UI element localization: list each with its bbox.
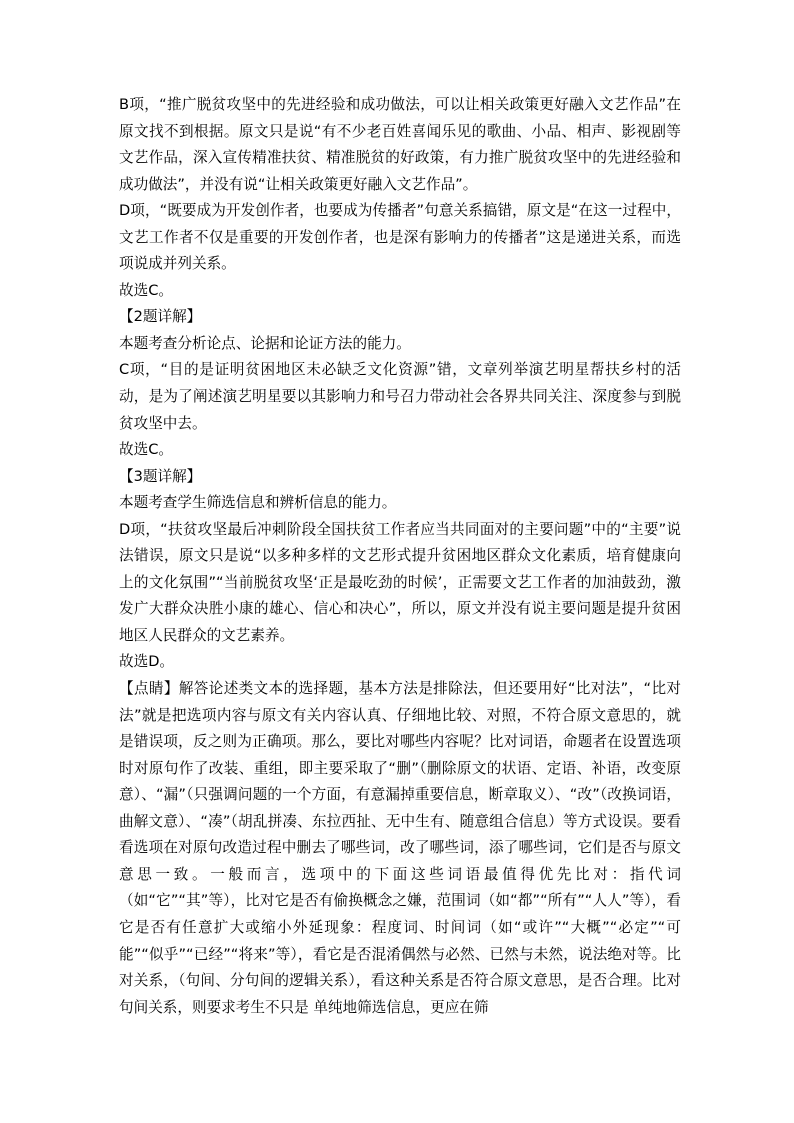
q2-heading: 【2题详解】: [119, 308, 202, 326]
q1-answer: 故选C。: [119, 281, 173, 299]
q2-answer: 故选C。: [119, 441, 173, 459]
option-d-analysis: D项，“既要成为开发创作者，也要成为传播者”句意关系搞错，原文是“在这一过程中，文艺工作者不仅是重要的开发创作者，也是深有影响力的传播者”这是递进关系，而选项说成并列关系。: [119, 202, 681, 273]
q2-option-c-analysis: C项，“目的是证明贫困地区未必缺乏文化资源”错，文章列举演艺明星帮扶乡村的活动，是为了阐述演艺明星要以其影响力和号召力带动社会各界共同关注、深度参与到脱贫攻坚中去。: [119, 361, 681, 432]
q3-intro: 本题考查学生筛选信息和辨析信息的能力。: [119, 494, 397, 512]
q3-option-d-analysis: D项，“扶贫攻坚最后冲刺阶段全国扶贫工作者应当共同面对的主要问题”中的“主要”说法错误，原文只是说“以多种多样的文艺形式提升贫困地区群众文化素质，培育健康向上的文化氛围”“当前脱贫攻坚‘正是最吃劲的时候’，正需要文艺工作者的加油鼓劲，激发广大群众决胜小康的雄心、信心和决心”，所以，原文并没有说主要问题是提升贫困地区人民群众的文艺素养。: [119, 520, 681, 644]
answer-explanation-body: [119, 92, 681, 1021]
key-points-commentary: 【点睛】解答论述类文本的选择题，基本方法是排除法，但还要用好“比对法”，“比对法”就是把选项内容与原文有关内容认真、仔细地比较、对照，不符合原文意思的，就是错误项，反之则为正确项。那么，要比对哪些内容呢？比对词语，命题者在设置选项时对原句作了改装、重组，即主要采取了“删”（删除原文的状语、定语、补语，改变原意）、“漏”（只强调问题的一个方面，有意漏掉重要信息，断章取义）、“改”（改换词语，曲解文意）、“凑”（胡乱拼凑、东拉西扯、无中生有、随意组合信息）等方式设误。要看看选项在对原句改造过程中删去了哪些词，改了哪些词，添了哪些词，它们是否与原文意思一致。一般而言，选项中的下面这些词语最值得优先比对：指代词（如“它”“其”等），比对它是否有偷换概念之嫌，范围词（如“都”“所有”“人人”等），看它是否有任意扩大或缩小外延现象：程度词、时间词（如“或许”“大概”“必定”“可能”“似乎”“已经”“将来”等），看它是否混淆偶然与必然、已然与未然，说法绝对等。比对关系，（句间、分句间的逻辑关系），看这种关系是否符合原文意思，是否合理。比对句间关系，则要求考生不只是 单纯地筛选信息，更应在筛: [119, 680, 681, 1016]
option-b-analysis: B项，“推广脱贫攻坚中的先进经验和成功做法，可以让相关政策更好融入文艺作品”在原文找不到根据。原文只是说“有不少老百姓喜闻乐见的歌曲、小品、相声、影视剧等文艺作品，深入宣传精准扶贫、精准脱贫的好政策，有力推广脱贫攻坚中的先进经验和成功做法”，并没有说“让相关政策更好融入文艺作品”。: [119, 96, 681, 193]
q2-intro: 本题考查分析论点、论据和论证方法的能力。: [119, 334, 411, 352]
q3-heading: 【3题详解】: [119, 467, 202, 485]
q3-answer: 故选D。: [119, 653, 175, 671]
